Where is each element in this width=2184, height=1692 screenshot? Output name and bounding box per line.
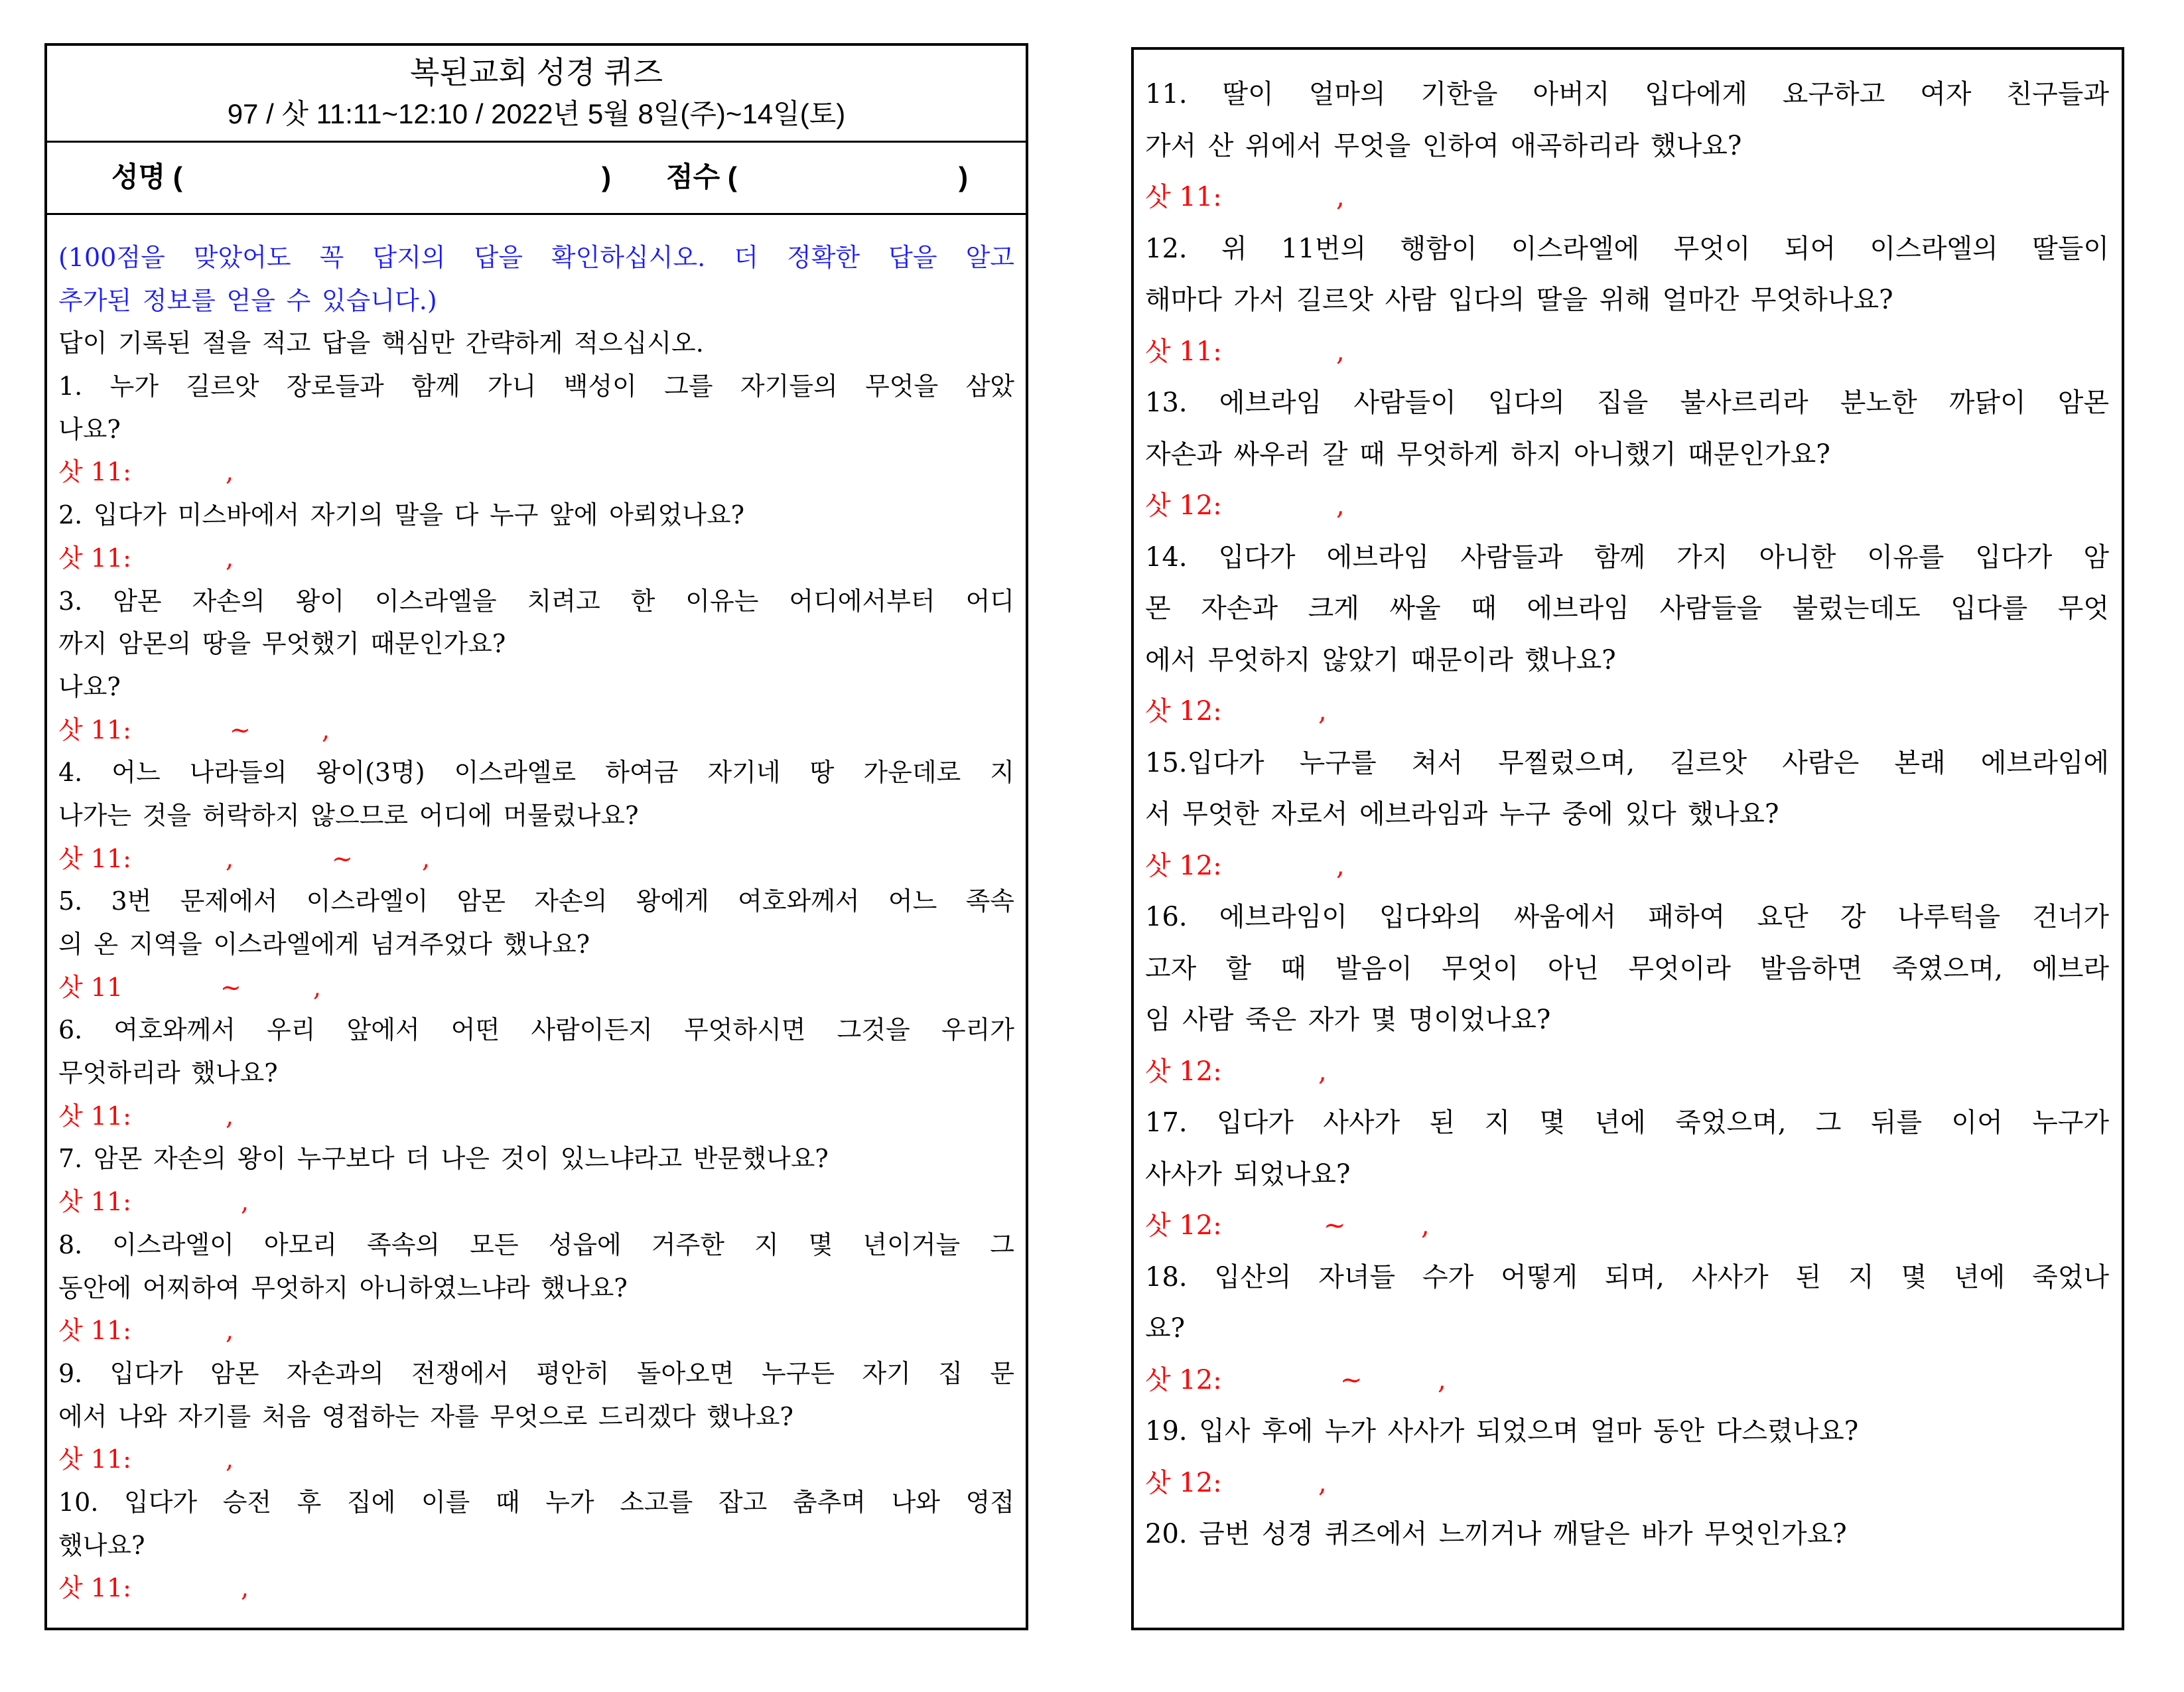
score-close-paren: )	[959, 161, 968, 192]
question-11-text: 가서 산 위에서 무엇을 인하여 애곡하리라 했나요?	[1145, 130, 1742, 161]
question-5-text: 의 온 지역을 이스라엘에게 넘겨주었다 했나요?	[58, 930, 590, 959]
verse-reference: 삿 12:	[1145, 1364, 1222, 1395]
question-2-answer-line	[58, 537, 1014, 580]
verse-reference: 삿 11:	[58, 543, 131, 573]
verse-reference: 삿 12:	[1145, 1210, 1222, 1241]
question-14-answer-line	[1145, 686, 2109, 738]
question-18-text: 18. 입산의 자녀들 수가 어떻게 되며, 사사가 된 지 몇 년에 죽었나	[1145, 1261, 2109, 1293]
verse-reference: 삿 11:	[1145, 182, 1222, 212]
answer-separator: ,	[322, 715, 330, 744]
question-3-text: 3. 암몬 자손의 왕이 이스라엘을 치려고 한 이유는 어디에서부터 어디	[58, 586, 1014, 616]
question-1-text: 1. 누가 길르앗 장로들과 함께 가니 백성이 그를 자기들의 무엇을 삼았	[58, 372, 1014, 401]
question-17-text: 17. 입다가 사사가 된 지 몇 년에 죽었으며, 그 뒤를 이어 누구가	[1145, 1107, 2109, 1138]
question-8-answer-line	[58, 1309, 1014, 1352]
question-4-text: 나가는 것을 허락하지 않으므로 어디에 머물렀나요?	[58, 800, 639, 830]
answer-separator: ~	[230, 715, 251, 744]
question-14-text: 몬 자손과 크게 싸울 때 에브라임 사람들을 불렀는데도 입다를 무엇	[1145, 593, 2109, 624]
question-7-answer-line	[58, 1180, 1014, 1224]
question-13-text: 자손과 싸우러 갈 때 무엇하게 하지 아니했기 때문인가요?	[1145, 439, 1830, 470]
question-14-text: 14. 입다가 에브라임 사람들과 함께 가지 아니한 이유를 입다가 암	[1145, 541, 2109, 573]
answer-separator: ,	[226, 543, 234, 573]
question-3-answer-line	[58, 709, 1014, 752]
answer-separator: ,	[313, 972, 322, 1002]
answer-separator: ,	[226, 1316, 234, 1346]
answer-separator: ,	[1318, 1467, 1327, 1498]
name-score-row	[47, 141, 1026, 213]
verse-reference: 삿 11:	[58, 457, 131, 487]
question-18-text: 요?	[1145, 1313, 1186, 1344]
verse-reference: 삿 12:	[1145, 1467, 1222, 1498]
answer-separator: ,	[422, 843, 431, 873]
verse-reference: 삿 11:	[58, 1445, 131, 1474]
quiz-sheet-right	[1131, 47, 2124, 1630]
notice-line: 추가된 정보를 얻을 수 있습니다.)	[58, 285, 437, 315]
answer-separator: ~	[1340, 1364, 1363, 1395]
name-row-divider	[47, 213, 1026, 215]
verse-reference: 삿 11:	[58, 715, 131, 744]
answer-separator: ,	[1336, 336, 1345, 367]
answer-separator: ,	[1336, 182, 1345, 212]
question-5-answer-line	[58, 966, 1014, 1009]
answer-separator: ,	[1438, 1364, 1446, 1395]
answer-separator: ~	[332, 843, 353, 873]
name-label: 성명 (	[111, 161, 182, 192]
question-6-text: 무엇하리라 했나요?	[58, 1058, 278, 1088]
verse-reference: 삿 11:	[58, 1101, 131, 1131]
quiz-sheet-left	[44, 43, 1028, 1630]
question-9-text: 9. 입다가 암몬 자손과의 전쟁에서 평안히 돌아오면 누구든 자기 집 문	[58, 1358, 1014, 1388]
answer-separator: ,	[1336, 850, 1345, 881]
question-10-text: 10. 입다가 승전 후 집에 이를 때 누가 소고를 잡고 춤추며 나와 영접	[58, 1487, 1014, 1517]
question-20-text: 20. 금번 성경 퀴즈에서 느끼거나 깨달은 바가 무엇인가요?	[1145, 1519, 1847, 1549]
question-5-text: 5. 3번 문제에서 이스라엘이 암몬 자손의 왕에게 여호와께서 어느 족속	[58, 886, 1014, 916]
question-15-answer-line	[1145, 841, 2109, 892]
question-1-answer-line	[58, 451, 1014, 494]
question-list-left	[58, 236, 1014, 1616]
verse-reference: 삿 11	[58, 972, 123, 1002]
verse-reference: 삿 11:	[1145, 336, 1222, 367]
answer-separator: ,	[1421, 1210, 1430, 1241]
verse-reference: 삿 12:	[1145, 490, 1222, 521]
question-11-text: 11. 딸이 얼마의 기한을 아버지 입다에게 요구하고 여자 친구들과	[1145, 79, 2109, 109]
question-17-text: 사사가 되었나요?	[1145, 1159, 1351, 1190]
answer-separator: ,	[1318, 1056, 1327, 1087]
answer-separator: ~	[220, 972, 241, 1002]
question-15-text: 서 무엇한 자로서 에브라임과 누구 중에 있다 했나요?	[1145, 799, 1779, 829]
answer-separator: ,	[1336, 490, 1345, 521]
question-16-text: 16. 에브라임이 입다와의 싸움에서 패하여 요단 강 나루턱을 건너가	[1145, 902, 2109, 932]
answer-separator: ,	[1318, 696, 1327, 727]
verse-reference: 삿 12:	[1145, 850, 1222, 881]
verse-reference: 삿 11:	[58, 1573, 131, 1603]
verse-reference: 삿 11:	[58, 843, 131, 873]
verse-reference: 삿 11:	[58, 1187, 131, 1217]
quiz-subtitle: 97 / 삿 11:11~12:10 / 2022년 5월 8일(주)~14일(토)	[227, 98, 846, 129]
question-15-text: 15.입다가 누구를 쳐서 무찔렀으며, 길르앗 사람은 본래 에브라임에	[1145, 747, 2109, 778]
answer-separator: ~	[1324, 1210, 1346, 1241]
question-10-text: 했나요?	[58, 1530, 145, 1560]
answer-separator: ,	[226, 1101, 234, 1131]
question-6-text: 6. 여호와께서 우리 앞에서 어떤 사람이든지 무엇하시면 그것을 우리가	[58, 1015, 1014, 1045]
question-3-text: 나요?	[58, 671, 121, 701]
answer-separator: ,	[226, 1445, 234, 1474]
question-17-answer-line	[1145, 1200, 2109, 1252]
verse-reference: 삿 11:	[58, 1316, 131, 1346]
question-7-text: 7. 암몬 자손의 왕이 누구보다 더 나은 것이 있느냐라고 반문했나요?	[58, 1144, 829, 1174]
question-2-text: 2. 입다가 미스바에서 자기의 말을 다 누구 앞에 아뢰었나요?	[58, 500, 745, 530]
question-1-text: 나요?	[58, 414, 121, 444]
question-8-text: 동안에 어찌하여 무엇하지 아니하였느냐라 했나요?	[58, 1273, 628, 1303]
question-6-answer-line	[58, 1095, 1014, 1138]
question-13-text: 13. 에브라임 사람들이 입다의 집을 불사르리라 분노한 까닭이 암몬	[1145, 388, 2109, 418]
question-9-answer-line	[58, 1438, 1014, 1481]
verse-reference: 삿 12:	[1145, 1056, 1222, 1087]
question-14-text: 에서 무엇하지 않았기 때문이라 했나요?	[1145, 644, 1616, 675]
question-12-answer-line	[1145, 326, 2109, 378]
question-4-text: 4. 어느 나라들의 왕이(3명) 이스라엘로 하여금 자기네 땅 가운데로 지	[58, 758, 1014, 788]
question-4-answer-line	[58, 837, 1014, 881]
answer-separator: ,	[226, 457, 234, 487]
name-close-paren: )	[602, 161, 611, 192]
question-16-text: 고자 할 때 발음이 무엇이 아닌 무엇이라 발음하면 죽였으며, 에브라	[1145, 953, 2109, 984]
answer-separator: ,	[226, 843, 234, 873]
answer-separator: ,	[241, 1187, 249, 1217]
question-19-answer-line	[1145, 1458, 2109, 1510]
question-13-answer-line	[1145, 480, 2109, 532]
question-11-answer-line	[1145, 172, 2109, 224]
question-10-answer-line	[58, 1567, 1014, 1610]
question-16-text: 임 사람 죽은 자가 몇 명이었나요?	[1145, 1005, 1551, 1035]
answer-separator: ,	[241, 1573, 249, 1603]
question-12-text: 해마다 가서 길르앗 사람 입다의 딸을 위해 얼마간 무엇하나요?	[1145, 285, 1893, 315]
question-8-text: 8. 이스라엘이 아모리 족속의 모든 성읍에 거주한 지 몇 년이거늘 그	[58, 1230, 1014, 1259]
question-16-answer-line	[1145, 1046, 2109, 1098]
question-18-answer-line	[1145, 1355, 2109, 1407]
quiz-title: 복된교회 성경 퀴즈	[409, 55, 663, 90]
question-3-text: 까지 암몬의 땅을 무엇했기 때문인가요?	[58, 629, 506, 659]
question-list-right	[1145, 69, 2109, 1595]
notice-line: (100점을 맞았어도 꼭 답지의 답을 확인하십시오. 더 정확한 답을 알고	[58, 243, 1014, 272]
question-12-text: 12. 위 11번의 행함이 이스라엘에 무엇이 되어 이스라엘의 딸들이	[1145, 233, 2109, 264]
question-9-text: 에서 나와 자기를 처음 영접하는 자를 무엇으로 드리겠다 했나요?	[58, 1401, 793, 1431]
instruction-text: 답이 기록된 절을 적고 답을 핵심만 간략하게 적으십시오.	[58, 328, 704, 358]
question-19-text: 19. 입사 후에 누가 사사가 되었으며 얼마 동안 다스렸나요?	[1145, 1416, 1859, 1446]
score-label: 점수 (	[666, 161, 737, 192]
verse-reference: 삿 12:	[1145, 696, 1222, 727]
